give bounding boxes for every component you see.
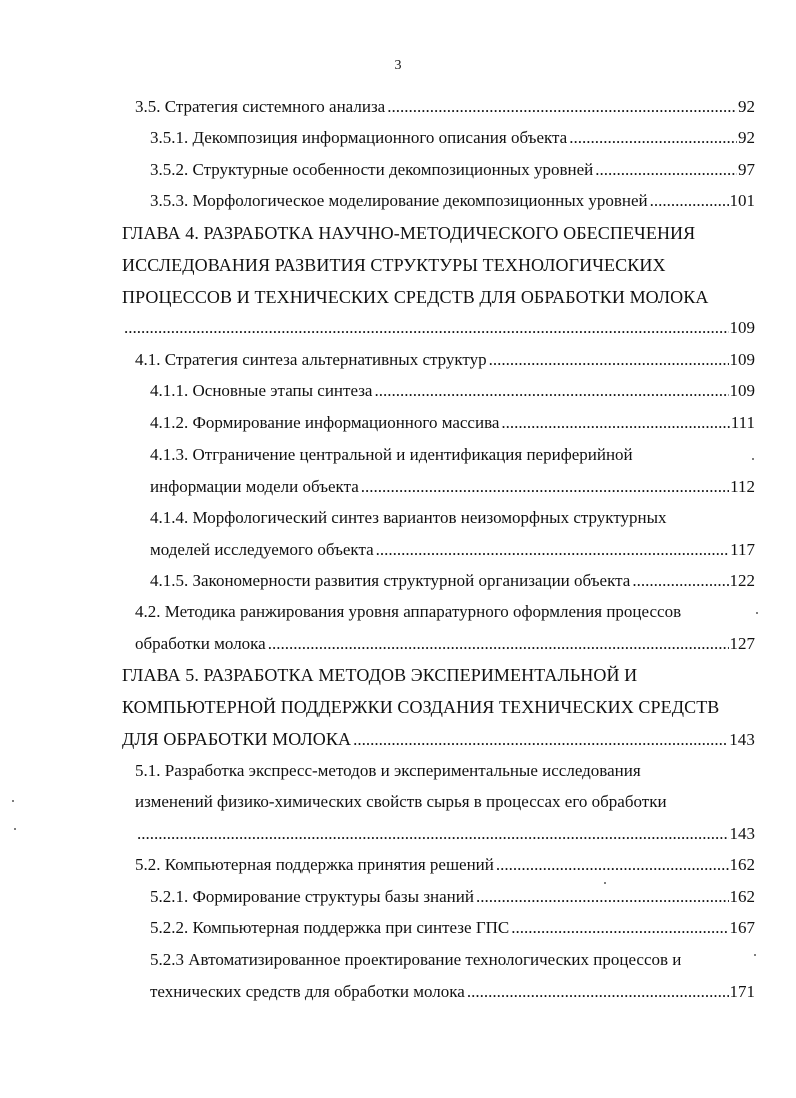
toc-entry-5-2 bbox=[135, 855, 755, 875]
toc-entry-4-2-line-1: 4.2. Методика ранжирования уровня аппаратурного оформления процессов bbox=[135, 602, 682, 621]
toc-entry-3-5 bbox=[135, 97, 755, 117]
toc-entry-4-1-3 bbox=[150, 477, 755, 497]
toc-page: 112 bbox=[730, 477, 755, 496]
dot-leader bbox=[595, 160, 737, 180]
chapter-4-heading-line-1: ГЛАВА 4. РАЗРАБОТКА НАУЧНО-МЕТОДИЧЕСКОГО ОБЕСПЕЧЕНИЯ bbox=[122, 223, 696, 243]
toc-entry-5-2-1 bbox=[150, 887, 755, 907]
chapter-4-heading-line-2: ИССЛЕДОВАНИЯ РАЗВИТИЯ СТРУКТУРЫ ТЕХНОЛОГИЧЕСКИХ bbox=[122, 255, 666, 275]
toc-entry-5-1-line-2: изменений физико-химических свойств сырья в процессах его обработки bbox=[135, 792, 667, 811]
toc-title: 3.5. Стратегия системного анализа bbox=[135, 97, 386, 116]
toc-title: 3.5.3. Морфологическое моделирование декомпозиционных уровней bbox=[150, 191, 648, 210]
dot-leader bbox=[268, 634, 729, 654]
toc-title: 4.1.1. Основные этапы синтеза bbox=[150, 381, 373, 400]
dot-leader bbox=[353, 730, 728, 750]
toc-title: 5.2.2. Компьютерная поддержка при синтезе ГПС bbox=[150, 918, 510, 937]
toc-page: 117 bbox=[730, 540, 755, 559]
toc-page: 122 bbox=[729, 571, 755, 590]
toc-title: 5.2. Компьютерная поддержка принятия решений bbox=[135, 855, 494, 874]
chapter-5-heading-line-2: КОМПЬЮТЕРНОЙ ПОДДЕРЖКИ СОЗДАНИЯ ТЕХНИЧЕСКИХ СРЕДСТВ bbox=[122, 697, 720, 717]
scan-speck bbox=[604, 882, 606, 884]
toc-page: 92 bbox=[738, 128, 755, 147]
toc-entry-5-2-3 bbox=[150, 982, 755, 1002]
toc-entry-chapter-5 bbox=[122, 729, 755, 750]
toc-page: 101 bbox=[729, 191, 755, 210]
toc-page: 143 bbox=[729, 824, 755, 843]
chapter-4-heading-line-3: ПРОЦЕССОВ И ТЕХНИЧЕСКИХ СРЕДСТВ ДЛЯ ОБРАБОТКИ МОЛОКА bbox=[122, 287, 709, 307]
toc-title: 3.5.1. Декомпозиция информационного описания объекта bbox=[150, 128, 568, 147]
dot-leader bbox=[137, 824, 729, 844]
dot-leader bbox=[374, 381, 728, 401]
toc-page: 167 bbox=[729, 918, 755, 937]
toc-entry-5-1-page bbox=[135, 824, 755, 844]
toc-page: 162 bbox=[729, 855, 755, 874]
toc-title: технических средств для обработки молока bbox=[150, 982, 465, 1001]
dot-leader bbox=[387, 97, 737, 117]
toc-entry-4-2 bbox=[135, 634, 755, 654]
toc-entry-chapter-4-page bbox=[122, 318, 755, 338]
toc-page: 143 bbox=[729, 730, 755, 749]
toc-entry-3-5-3 bbox=[150, 191, 755, 211]
toc-entry-4-1-4 bbox=[150, 540, 755, 560]
toc-page: 97 bbox=[738, 160, 755, 179]
scan-speck bbox=[754, 954, 756, 956]
dot-leader bbox=[124, 318, 729, 338]
chapter-5-heading-line-1: ГЛАВА 5. РАЗРАБОТКА МЕТОДОВ ЭКСПЕРИМЕНТАЛЬНОЙ И bbox=[122, 665, 638, 685]
toc-page: 109 bbox=[729, 381, 755, 400]
toc-entry-4-1-1 bbox=[150, 381, 755, 401]
toc-entry-4-1-4-line-1: 4.1.4. Морфологический синтез вариантов неизоморфных структурных bbox=[150, 508, 667, 527]
dot-leader bbox=[511, 918, 728, 938]
toc-entry-4-1-5 bbox=[150, 571, 755, 591]
dot-leader bbox=[501, 413, 729, 433]
toc-entry-3-5-2 bbox=[150, 160, 755, 180]
toc-title: моделей исследуемого объекта bbox=[150, 540, 374, 559]
toc-page: 111 bbox=[730, 413, 755, 432]
toc-title: 5.2.1. Формирование структуры базы знаний bbox=[150, 887, 474, 906]
toc-page: 127 bbox=[729, 634, 755, 653]
toc-entry-3-5-1 bbox=[150, 128, 755, 148]
toc-entry-4-1-3-line-1: 4.1.3. Отграничение центральной и идентификация периферийной bbox=[150, 445, 633, 464]
toc-entry-5-2-3-line-1: 5.2.3 Автоматизированное проектирование технологических процессов и bbox=[150, 950, 682, 969]
toc-title: 4.1.2. Формирование информационного массива bbox=[150, 413, 500, 432]
toc-title: 4.1. Стратегия синтеза альтернативных структур bbox=[135, 350, 487, 369]
toc-entry-5-1-line-1: 5.1. Разработка экспресс-методов и экспериментальные исследования bbox=[135, 761, 641, 780]
dot-leader bbox=[376, 540, 729, 560]
toc-title: обработки молока bbox=[135, 634, 266, 653]
dot-leader bbox=[489, 350, 729, 370]
scan-speck bbox=[14, 828, 16, 830]
toc-title: 3.5.2. Структурные особенности декомпозиционных уровней bbox=[150, 160, 594, 179]
toc-page: 92 bbox=[738, 97, 755, 116]
dot-leader bbox=[361, 477, 729, 497]
scan-speck bbox=[12, 800, 14, 802]
dot-leader bbox=[467, 982, 729, 1002]
toc-page: 171 bbox=[729, 982, 755, 1001]
dot-leader bbox=[496, 855, 729, 875]
toc-page: 109 bbox=[729, 350, 755, 369]
dot-leader bbox=[569, 128, 737, 148]
toc-title: 4.1.5. Закономерности развития структурной организации объекта bbox=[150, 571, 631, 590]
dot-leader bbox=[650, 191, 729, 211]
toc-entry-5-2-2 bbox=[150, 918, 755, 938]
dot-leader bbox=[476, 887, 729, 907]
toc-entry-4-1-2 bbox=[150, 413, 755, 433]
toc-title: ДЛЯ ОБРАБОТКИ МОЛОКА bbox=[122, 729, 352, 749]
page-number: 3 bbox=[394, 58, 402, 73]
toc-title: информации модели объекта bbox=[150, 477, 359, 496]
toc-page: 109 bbox=[729, 318, 755, 337]
scan-speck bbox=[752, 458, 754, 460]
dot-leader bbox=[632, 571, 728, 591]
scan-speck bbox=[756, 612, 758, 614]
toc-page: 162 bbox=[729, 887, 755, 906]
toc-entry-4-1 bbox=[135, 350, 755, 370]
